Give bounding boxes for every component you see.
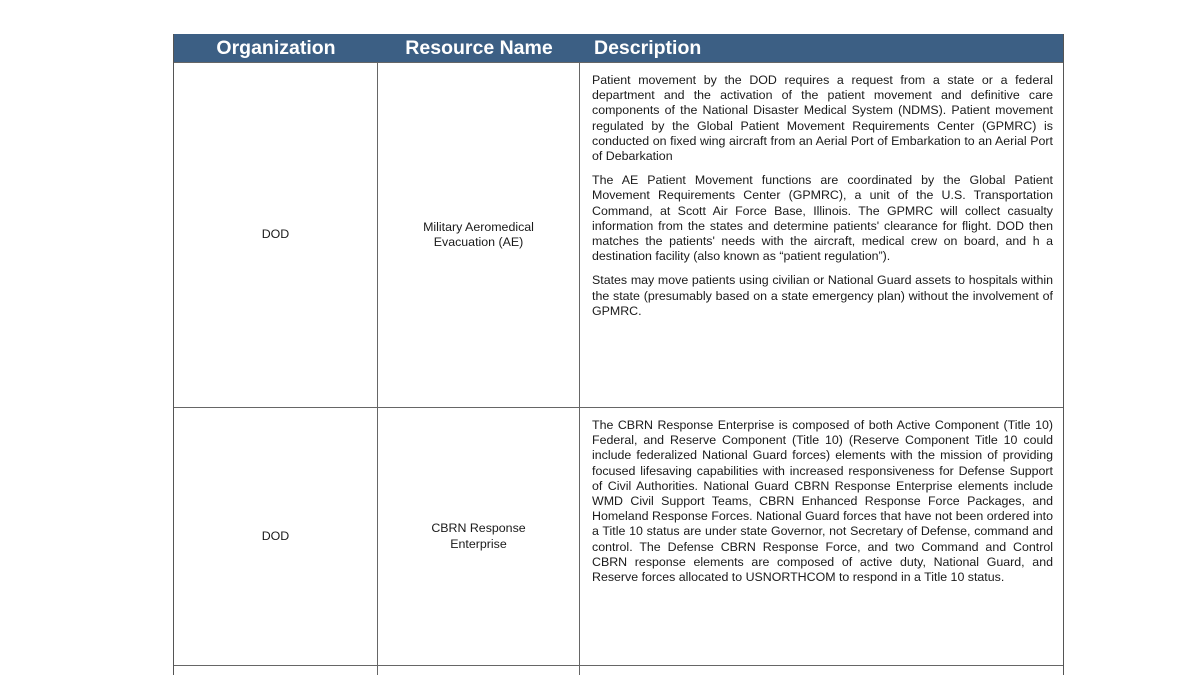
header-description: Description: [594, 37, 702, 59]
organization-value: DOD: [261, 227, 290, 242]
organization-cell: [174, 666, 378, 675]
header-resource-name: Resource Name: [405, 37, 553, 59]
organization-cell: [174, 408, 378, 665]
description-cell: [580, 408, 1063, 665]
resource-name-cell: [378, 666, 580, 675]
description-paragraph: The AE Patient Movement functions are coordinated by the Global Patient Movement Requirements Center (GPMRC), a unit of the U.S. Transportation Command, at Scott Air Force Base, Illinois. The GPMRC will collect casualty information from the states and determine patients' clearance for flight. DOD then matches the patients' needs with the aircraft, medical crew on board, and h a destination facility (also known as “patient regulation”).: [592, 173, 1053, 264]
description-paragraph: The CBRN Response Enterprise is composed of both Active Component (Title 10) Federal, and Reserve Component (Title 10) (Reserve Component Title 10 could include federalized National Guard forces) elements with the mission of providing focused lifesaving capabilities with increased responsiveness for Defense Support of Civil Authorities. National Guard CBRN Response Enterprise elements include WMD Civil Support Teams, CBRN Enhanced Response Force Packages, and Homeland Response Forces. National Guard forces that have not been ordered into a Title 10 status are under state Governor, not Secretary of Defense, command and control. The Defense CBRN Response Force, and two Command and Control CBRN response elements are composed of active duty, National Guard, and Reserve forces allocated to USNORTHCOM to respond in a Title 10 status.: [592, 418, 1053, 585]
organization-value: DOD: [261, 528, 290, 543]
table-header: [174, 34, 1063, 62]
resource-name-value: CBRN Response Enterprise: [431, 521, 526, 551]
table-row: [174, 62, 1063, 407]
organization-cell: [174, 63, 378, 407]
description-cell: [580, 666, 1063, 675]
table-row: [174, 407, 1063, 665]
description-paragraph: Patient movement by the DOD requires a request from a state or a federal department and the activation of the patient movement and definitive care components of the National Disaster Medical System (NDMS). Patient movement regulated by the Global Patient Movement Requirements Center (GPMRC) is conducted on fixed wing aircraft from an Aerial Port of Embarkation to an Aerial Port of Debarkation: [592, 73, 1053, 164]
resource-name-cell: [378, 408, 580, 665]
table-row-continuation: [174, 665, 1063, 675]
description-cell: [580, 63, 1063, 407]
description-paragraph: States may move patients using civilian or National Guard assets to hospitals within the state (presumably based on a state emergency plan) without the involvement of GPMRC.: [592, 273, 1053, 318]
resource-table: [173, 34, 1064, 675]
resource-name-value: Military Aeromedical Evacuation (AE): [423, 219, 534, 249]
resource-name-cell: [378, 63, 580, 407]
header-organization: Organization: [216, 37, 336, 59]
